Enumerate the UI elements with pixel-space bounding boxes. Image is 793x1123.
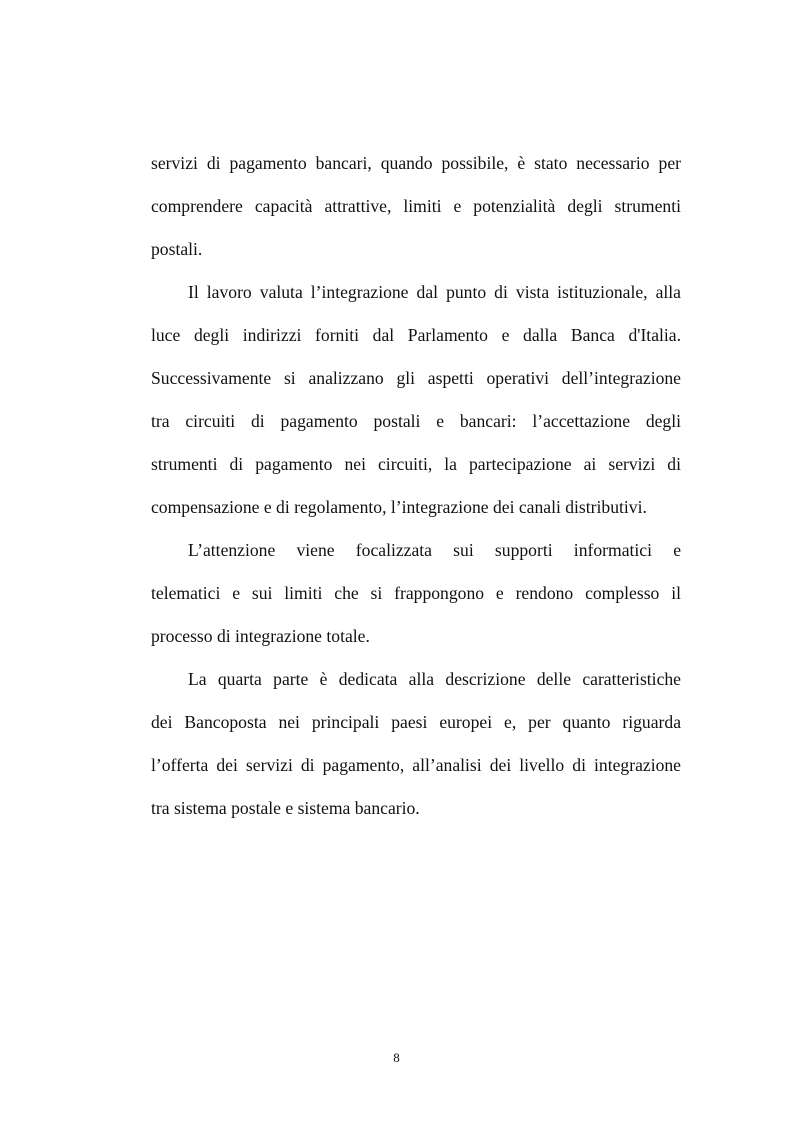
paragraph-first-line: L’attenzione viene focalizzata sui supporti informatici e	[188, 540, 681, 560]
text-line: dei Bancoposta nei principali paesi europei e, per quanto riguarda	[151, 712, 681, 732]
text-line: compensazione e di regolamento, l’integrazione dei canali distributivi.	[151, 497, 647, 517]
text-line: luce degli indirizzi forniti dal Parlamento e dalla Banca d'Italia.	[151, 325, 681, 345]
text-line: comprendere capacità attrattive, limiti e potenzialità degli strumenti	[151, 196, 681, 216]
text-line: tra sistema postale e sistema bancario.	[151, 798, 420, 818]
text-line: l’offerta dei servizi di pagamento, all’analisi dei livello di integrazione	[151, 755, 681, 775]
paragraph-first-line: Il lavoro valuta l’integrazione dal punto di vista istituzionale, alla	[188, 282, 681, 302]
text-line: servizi di pagamento bancari, quando possibile, è stato necessario per	[151, 153, 681, 173]
text-line: Successivamente si analizzano gli aspetti operativi dell’integrazione	[151, 368, 681, 388]
paragraph-first-line: La quarta parte è dedicata alla descrizione delle caratteristiche	[188, 669, 681, 689]
text-line: postali.	[151, 239, 203, 259]
body-text	[151, 142, 681, 830]
text-line: tra circuiti di pagamento postali e bancari: l’accettazione degli	[151, 411, 681, 431]
page-number: 8	[393, 1050, 400, 1065]
text-line: processo di integrazione totale.	[151, 626, 370, 646]
text-line: strumenti di pagamento nei circuiti, la partecipazione ai servizi di	[151, 454, 681, 474]
text-line: telematici e sui limiti che si frappongono e rendono complesso il	[151, 583, 681, 603]
